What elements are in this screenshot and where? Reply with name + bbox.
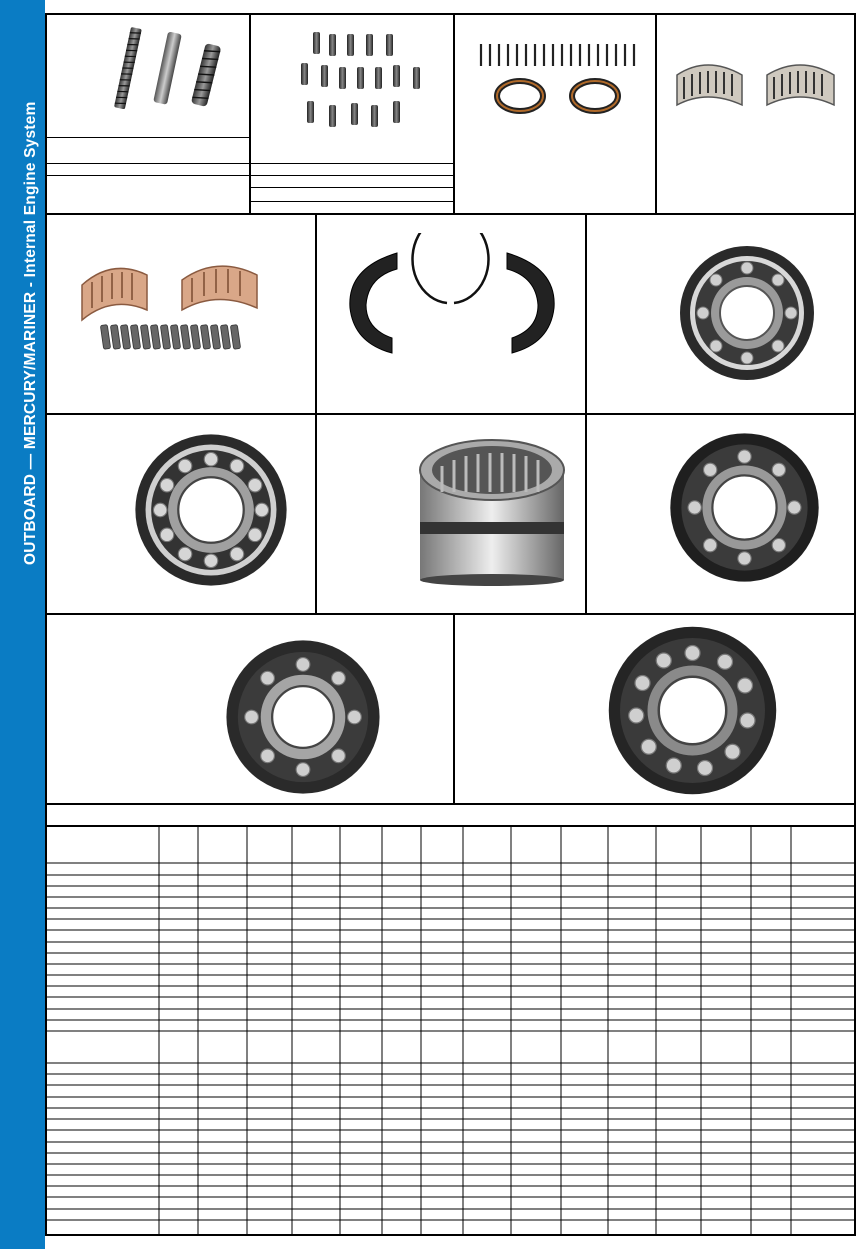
product-cell-10: [587, 415, 854, 615]
data-table: [47, 827, 854, 1236]
needle-rollers-icon: [291, 27, 421, 142]
ball-bearing-icon: [223, 637, 383, 797]
product-cell-7: [587, 215, 854, 415]
sidebar-title: OUTBOARD — MERCURY/MARINER - Internal Engine System: [22, 101, 39, 565]
product-cell-4: [657, 15, 854, 215]
ball-bearing-icon: [605, 623, 780, 798]
product-cell-12: [455, 615, 854, 805]
ball-bearing-icon: [667, 430, 822, 585]
needle-roller-bearing-icon: [412, 430, 572, 590]
product-cell-5: [47, 215, 317, 415]
catalog-sheet: [45, 13, 856, 1236]
ball-bearing-icon: [132, 431, 290, 589]
product-cell-6: [317, 215, 587, 415]
drive-pins-icon: [102, 25, 242, 115]
needle-cage-bearings-icon: [672, 45, 842, 115]
needle-rollers-and-seals-icon: [475, 40, 645, 120]
product-cell-3: [455, 15, 657, 215]
split-bearing-cages-with-rollers-icon: [72, 240, 272, 360]
ball-bearing-icon: [677, 243, 817, 383]
table-title-band: [47, 805, 854, 827]
product-cell-1: [47, 15, 251, 215]
product-cell-11: [47, 615, 455, 805]
product-cell-9: [317, 415, 587, 615]
product-cell-8: [47, 415, 317, 615]
split-race-and-retaining-ring-icon: [342, 233, 562, 358]
product-cell-2: [251, 15, 455, 215]
